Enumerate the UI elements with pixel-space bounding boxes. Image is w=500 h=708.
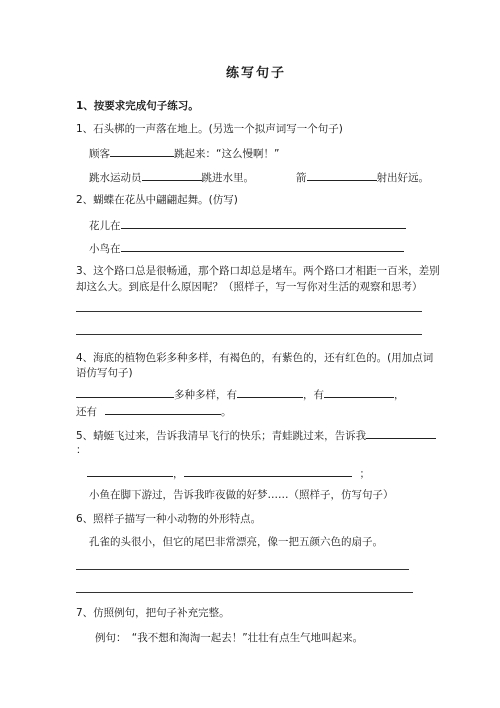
question-3-prompt-line-2: 却这么大。到底是什么原因呢？（照样子，写一写你对生活的观察和思考） <box>76 281 423 293</box>
question-2-prompt: 2、蝴蝶在花丛中翩翩起舞。(仿写) <box>76 194 238 206</box>
section-heading: 1、按要求完成句子练习。 <box>76 100 199 112</box>
q1-line1-pre: 顾客 <box>89 148 110 160</box>
question-6-example: 孔雀的头很小，但它的尾巴非常漂亮，像一把五颜六色的扇子。 <box>89 536 383 548</box>
answer-blank[interactable] <box>121 240 404 252</box>
q4-line1-b: ，有 <box>303 389 324 401</box>
q1-line1-post: 跳起来：“这么慢啊！” <box>174 148 280 160</box>
question-3-prompt-line-1: 3、这个路口总是很畅通，那个路口却总是堵车。两个路口才相距一百米，差别 <box>76 265 440 277</box>
q4-line1-c: ， <box>394 389 405 401</box>
question-7-example: 例句： “我不想和淘淘一起去！”壮壮有点生气地叫起来。 <box>95 632 364 644</box>
question-4-prompt-line-2: 语仿写句子) <box>76 367 133 379</box>
question-4-line-1 <box>76 386 405 402</box>
answer-blank[interactable] <box>324 386 394 398</box>
q1-line2-b: 跳进水里。 <box>201 172 254 184</box>
question-1-prompt: 1、石头梆的一声落在地上。(另选一个拟声词写一个句子) <box>76 123 343 135</box>
question-5-prompt <box>76 427 436 443</box>
answer-blank[interactable] <box>76 386 174 398</box>
answer-blank[interactable] <box>142 169 202 181</box>
answer-blank[interactable] <box>184 465 352 477</box>
q1-line2-a: 跳水运动员 <box>89 172 142 184</box>
answer-blank[interactable] <box>366 427 436 439</box>
answer-line[interactable] <box>76 569 409 570</box>
question-5-answer-line <box>87 465 370 481</box>
q1-line2-c: 箭 <box>296 172 307 184</box>
q1-line2-d: 射出好远。 <box>376 172 429 184</box>
q4-line2-post: 。 <box>221 406 232 418</box>
question-5-example: 小鱼在脚下游过，告诉我昨夜做的好梦……（照样子，仿写句子） <box>89 489 394 501</box>
q5-colon: ： <box>76 444 87 456</box>
question-4-prompt-line-1: 4、海底的植物色彩多种多样，有褐色的，有紫色的，还有红色的。(用加点词 <box>76 352 434 364</box>
answer-line[interactable] <box>76 311 422 312</box>
question-2-line-2 <box>89 240 404 256</box>
answer-blank[interactable] <box>105 403 221 415</box>
question-2-line-1 <box>89 217 406 233</box>
q5-text: 5、蜻蜓飞过来，告诉我清早飞行的快乐；青蛙跳过来，告诉我 <box>76 430 367 442</box>
answer-blank[interactable] <box>87 465 173 477</box>
question-6-prompt: 6、照样子描写一种小动物的外形特点。 <box>76 513 262 525</box>
question-1-line-2 <box>89 169 429 185</box>
answer-blank[interactable] <box>121 217 406 229</box>
question-7-prompt: 7、仿照例句，把句子补充完整。 <box>76 607 230 619</box>
q5-sep2: ； <box>359 468 370 480</box>
q4-line1-a: 多种多样，有 <box>174 389 237 401</box>
q4-line2-pre: 还有 <box>76 406 97 418</box>
q2-line2-label: 小鸟在 <box>89 243 121 255</box>
q5-sep1: ， <box>173 468 184 480</box>
answer-blank[interactable] <box>110 145 174 157</box>
q2-line1-label: 花儿在 <box>89 220 121 232</box>
question-4-line-2 <box>76 403 232 419</box>
answer-blank[interactable] <box>307 169 377 181</box>
answer-blank[interactable] <box>237 386 303 398</box>
answer-line[interactable] <box>76 334 422 335</box>
answer-line[interactable] <box>76 592 413 593</box>
question-1-line-1 <box>89 145 279 161</box>
page-title: 练写句子 <box>226 66 287 81</box>
